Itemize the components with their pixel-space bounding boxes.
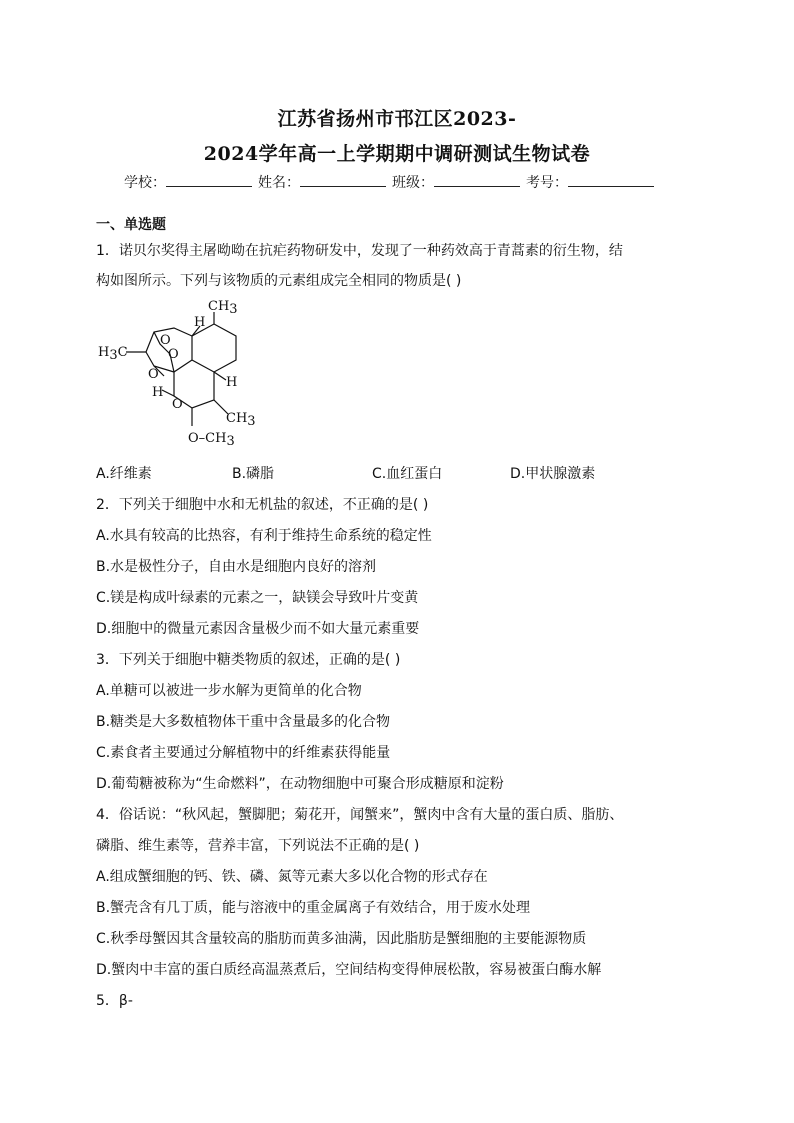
student-info-row xyxy=(124,172,660,192)
q4-stem-line-1: 4．俗话说：“秋风起，蟹脚肥；菊花开，闻蟹来”，蟹肉中含有大量的蛋白质、脂肪、 xyxy=(96,807,624,823)
structure-h3c-left: H3C xyxy=(98,345,128,363)
q4-option-d[interactable]: D.蟹肉中丰富的蛋白质经高温蒸煮后，空间结构变得伸展松散，容易被蛋白酶水解 xyxy=(96,962,602,978)
q1-option-a[interactable]: A.纤维素 xyxy=(96,466,152,482)
structure-ch3-top: CH3 xyxy=(208,299,238,317)
q2-option-b[interactable]: B.水是极性分子，自由水是细胞内良好的溶剂 xyxy=(96,559,377,575)
name-label: 姓名： xyxy=(258,175,300,191)
structure-o-3: O xyxy=(148,367,159,382)
q1-stem-line-2: 构如图所示。下列与该物质的元素组成完全相同的物质是( ) xyxy=(96,273,462,289)
name-blank[interactable] xyxy=(300,174,386,187)
page-title-line-2: 2024学年高一上学期期中调研测试生物试卷 xyxy=(203,143,591,165)
q5-stem: 5．β- xyxy=(96,993,133,1009)
q2-option-a[interactable]: A.水具有较高的比热容，有利于维持生命系统的稳定性 xyxy=(96,528,432,544)
q2-option-d[interactable]: D.细胞中的微量元素因含量极少而不如大量元素重要 xyxy=(96,621,420,637)
q4-option-a[interactable]: A.组成蟹细胞的钙、铁、磷、氮等元素大多以化合物的形式存在 xyxy=(96,869,488,885)
structure-och3: O–CH3 xyxy=(188,431,235,448)
q3-option-d[interactable]: D.葡萄糖被称为“生命燃料”，在动物细胞中可聚合形成糖原和淀粉 xyxy=(96,776,504,792)
section-title: 一、单选题 xyxy=(96,217,166,233)
structure-o-1: O xyxy=(160,333,171,348)
q4-stem-line-2: 磷脂、维生素等，营养丰富，下列说法不正确的是( ) xyxy=(96,838,420,854)
structure-o-4: O xyxy=(172,397,183,412)
structure-o-2: O xyxy=(168,347,179,362)
exam-number-blank[interactable] xyxy=(568,174,654,187)
class-label: 班级： xyxy=(392,175,434,191)
exam-number-label: 考号： xyxy=(526,175,568,191)
q1-stem-line-1: 1．诺贝尔奖得主屠呦呦在抗疟药物研发中，发现了一种药效高于青蒿素的衍生物，结 xyxy=(96,243,623,259)
q4-option-b[interactable]: B.蟹壳含有几丁质，能与溶液中的重金属离子有效结合，用于废水处理 xyxy=(96,900,531,916)
q3-option-a[interactable]: A.单糖可以被进一步水解为更简单的化合物 xyxy=(96,683,362,699)
chemical-structure-diagram xyxy=(96,296,266,448)
q1-option-d[interactable]: D.甲状腺激素 xyxy=(510,466,596,482)
q3-option-c[interactable]: C.素食者主要通过分解植物中的纤维素获得能量 xyxy=(96,745,391,761)
q1-option-c[interactable]: C.血红蛋白 xyxy=(372,466,443,482)
class-blank[interactable] xyxy=(434,174,520,187)
structure-h-right: H xyxy=(226,375,238,390)
q3-stem: 3．下列关于细胞中糖类物质的叙述，正确的是( ) xyxy=(96,652,401,668)
school-blank[interactable] xyxy=(166,174,252,187)
q2-stem: 2．下列关于细胞中水和无机盐的叙述，不正确的是( ) xyxy=(96,497,429,513)
q4-option-c[interactable]: C.秋季母蟹因其含量较高的脂肪而黄多油满，因此脂肪是蟹细胞的主要能源物质 xyxy=(96,931,587,947)
school-label: 学校： xyxy=(124,175,166,191)
structure-h-top: H xyxy=(194,315,206,330)
q2-option-c[interactable]: C.镁是构成叶绿素的元素之一，缺镁会导致叶片变黄 xyxy=(96,590,419,606)
q1-option-b[interactable]: B.磷脂 xyxy=(232,466,275,482)
q3-option-b[interactable]: B.糖类是大多数植物体干重中含量最多的化合物 xyxy=(96,714,391,730)
structure-ch3-right: CH3 xyxy=(226,411,256,429)
structure-h-left: H xyxy=(152,385,164,400)
page-title-line-1: 江苏省扬州市邗江区2023- xyxy=(277,108,517,130)
